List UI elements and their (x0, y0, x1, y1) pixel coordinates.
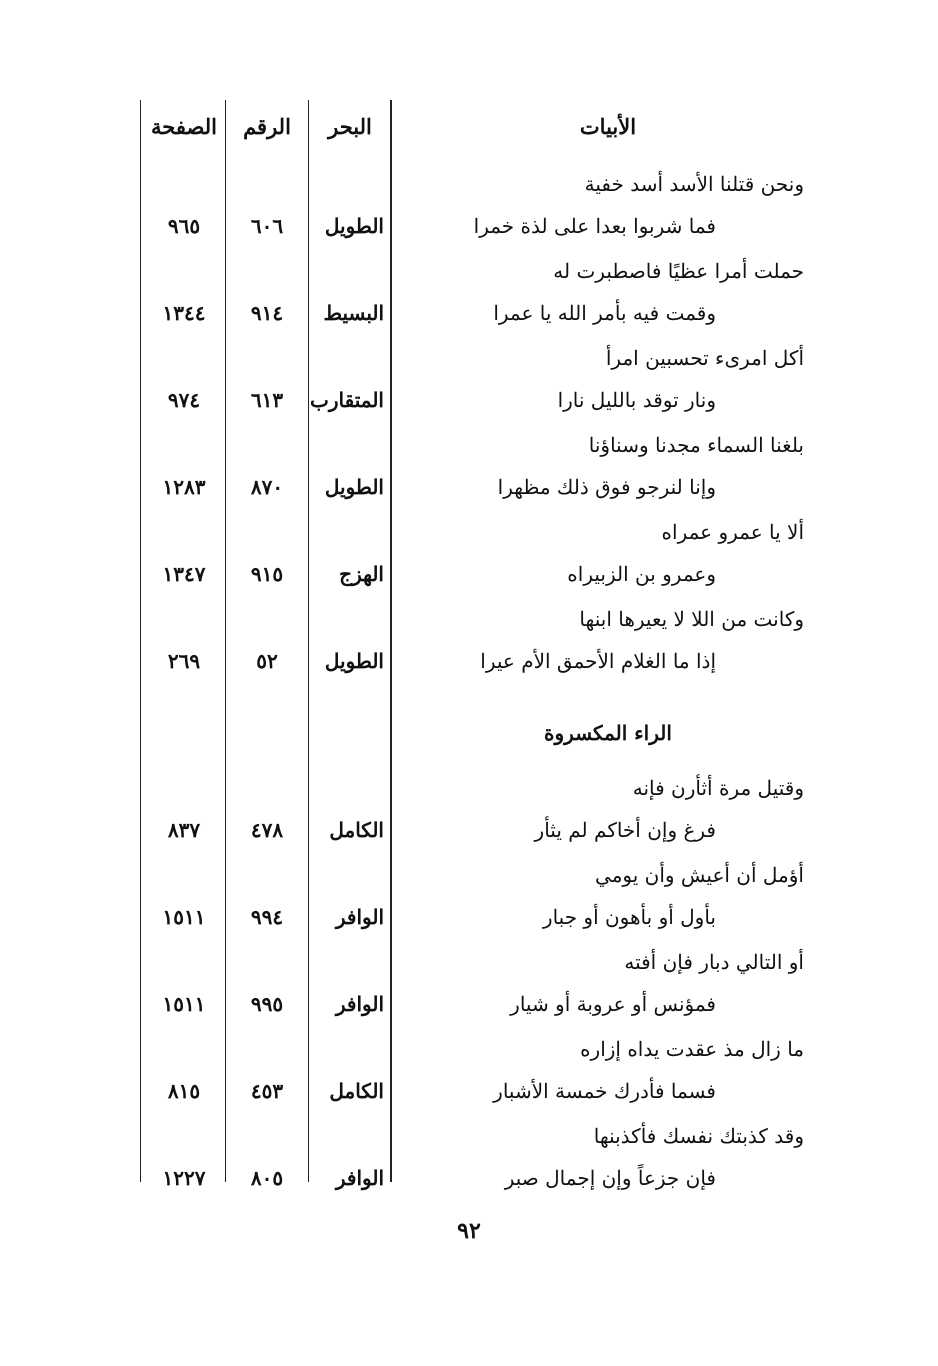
meter-cell: الوافر (335, 1166, 384, 1190)
header-number: الرقم (243, 114, 291, 139)
page-cell: ١٣٤٤ (162, 301, 206, 325)
verse-line-2: فمؤنس أو عروبة أو شيار (510, 992, 716, 1016)
meter-cell: الوافر (335, 992, 384, 1016)
verse-line-1: أو التالي دبار فإن أفته (624, 950, 804, 974)
page-cell: ١٢٢٧ (162, 1166, 206, 1190)
verse-line-2: ونار توقد بالليل نارا (557, 388, 716, 412)
header-page: الصفحة (151, 114, 217, 139)
page-cell: ١٢٨٣ (162, 475, 206, 499)
verse-line-1: بلغنا السماء مجدنا وسناؤنا (588, 433, 804, 457)
number-cell: ٨٠٥ (250, 1166, 284, 1190)
verse-line-2: إذا ما الغلام الأحمق الأم عيرا (480, 649, 716, 673)
meter-cell: الطويل (324, 214, 384, 238)
number-cell: ٩١٤ (250, 301, 284, 325)
page-cell: ٢٦٩ (167, 649, 201, 673)
header-verses: الأبيات (579, 114, 637, 139)
number-cell: ٥٢ (256, 649, 278, 673)
verse-line-2: فإن جزعاً وإن إجمال صبر (504, 1166, 716, 1190)
verse-line-1: ونحن قتلنا الأسد أسد خفية (584, 172, 804, 196)
number-cell: ٨٧٠ (250, 475, 284, 499)
verse-line-1: أكل امرىء تحسبين امرأ (605, 346, 804, 370)
verse-line-2: فرغ وإن أخاكم لم يثأر (534, 818, 716, 842)
meter-cell: الهزج (339, 562, 384, 586)
page-cell: ٨٣٧ (167, 818, 201, 842)
meter-cell: الطويل (324, 475, 384, 499)
verse-line-1: وقتيل مرة أثأرن فإنه (632, 776, 804, 800)
number-cell: ٩١٥ (250, 562, 284, 586)
verse-line-2: فما شربوا بعدا على لذة خمرا (473, 214, 716, 238)
meter-cell: الكامل (329, 818, 384, 842)
verse-line-2: وعمرو بن الزبيراه (567, 562, 716, 586)
meter-cell: الكامل (329, 1079, 384, 1103)
number-cell: ٦١٣ (250, 388, 284, 412)
verse-line-1: ألا يا عمرو عمراه (661, 520, 804, 544)
verse-line-2: وإنا لنرجو فوق ذلك مظهرا (497, 475, 716, 499)
verse-line-1: ما زال مذ عقدت يداه إزاره (580, 1037, 804, 1061)
section-title: الراء المكسروة (544, 721, 672, 745)
verse-line-1: وقد كذبتك نفسك فأكذبنها (593, 1124, 804, 1148)
page-cell: ١٥١١ (162, 905, 206, 929)
number-cell: ٤٧٨ (250, 818, 284, 842)
verse-line-1: وكانت من اللا لا يعيرها ابنها (579, 607, 804, 631)
meter-cell: الوافر (335, 905, 384, 929)
number-cell: ٩٩٤ (250, 905, 284, 929)
column-rule-meter (390, 100, 392, 1182)
verse-line-2: فسما فأدرك خمسة الأشبار (493, 1079, 716, 1103)
number-cell: ٦٠٦ (250, 214, 284, 238)
number-cell: ٤٥٣ (250, 1079, 284, 1103)
meter-cell: الطويل (324, 649, 384, 673)
page-cell: ٨١٥ (167, 1079, 201, 1103)
verse-line-2: بأول أو بأهون أو جبار (542, 905, 716, 929)
number-cell: ٩٩٥ (250, 992, 284, 1016)
page-cell: ١٣٤٧ (162, 562, 206, 586)
verse-line-2: وقمت فيه بأمر الله يا عمرا (493, 301, 716, 325)
verse-line-1: أؤمل أن أعيش وأن يومي (595, 863, 804, 887)
verse-line-1: حملت أمرا عظيًا فاصطبرت له (553, 259, 804, 283)
page-number: ٩٢ (457, 1218, 481, 1244)
column-rule-left (140, 100, 141, 1182)
page-cell: ٩٧٤ (167, 388, 201, 412)
page-cell: ٩٦٥ (167, 214, 201, 238)
page-cell: ١٥١١ (162, 992, 206, 1016)
meter-cell: المتقارب (310, 388, 384, 412)
header-meter: البحر (328, 114, 372, 139)
meter-cell: البسيط (323, 301, 384, 325)
